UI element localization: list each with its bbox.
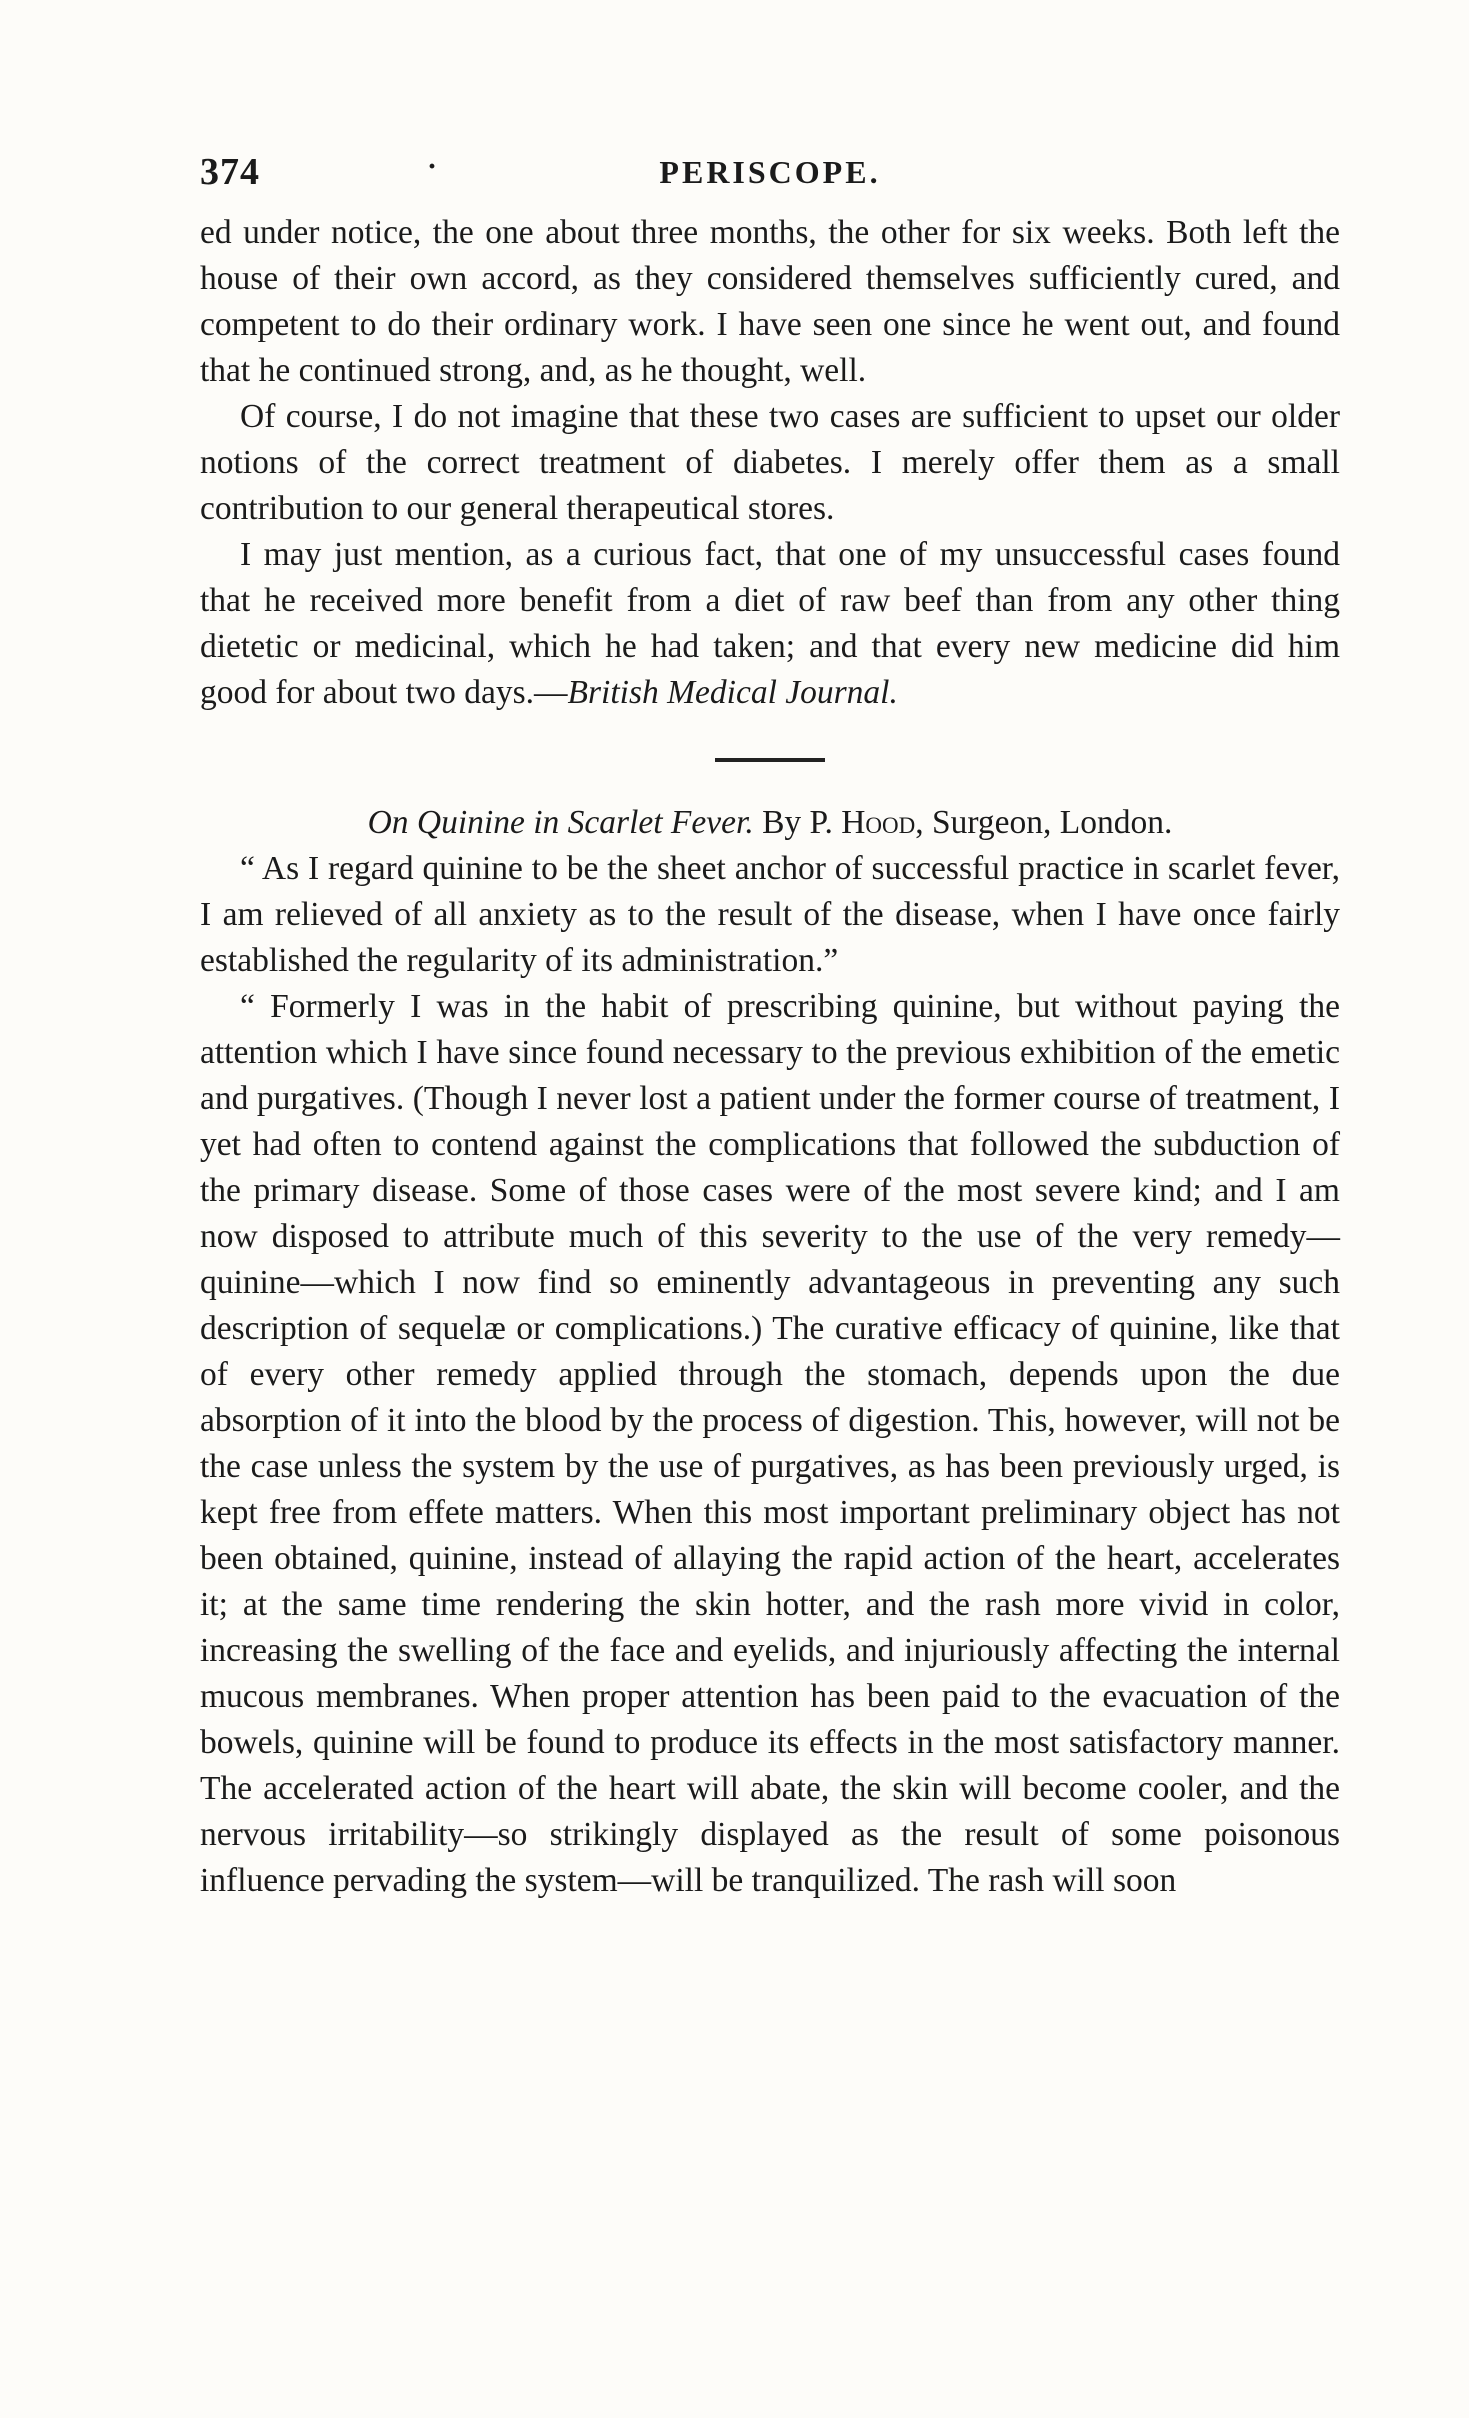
source-citation: British Medical Journal. [567, 674, 898, 711]
header-separator: · [427, 150, 439, 183]
author-surname: Hood [841, 804, 916, 841]
byline-prefix: By P. [762, 804, 833, 841]
paragraph-text: I may just mention, as a curious fact, that one of my unsuccessful cases found that he received more benefit from a diet of raw beef than from any other thing dietetic or medicinal, which he had taken; and that every new medicine did him good for about two days.— [200, 536, 1340, 711]
paragraph-with-citation [200, 532, 1340, 716]
byline-suffix: , Surgeon, London. [915, 804, 1173, 841]
article-paragraph: “ As I regard quinine to be the sheet anchor of successful practice in scarlet fever, I am relieved of all anxiety as to the result of the disease, when I have once fairly established the regularity of its administration.” [200, 850, 1340, 979]
document-page [200, 150, 1340, 1904]
page-number: 374 [200, 151, 260, 193]
article-heading [200, 800, 1340, 846]
article-title: On Quinine in Scarlet Fever. [367, 804, 754, 841]
paragraph: Of course, I do not imagine that these two cases are sufficient to upset our older notions of the correct treatment of diabetes. I merely offer them as a small contribution to our general therapeutical stores. [200, 398, 1340, 527]
paragraph-continued: ed under notice, the one about three months, the other for six weeks. Both left the house of their own accord, as they considered themselves sufficiently cured, and competent to do their ordinary work. I have seen one since he went out, and found that he continued strong, and, as he thought, well. [200, 214, 1340, 389]
section-divider [715, 758, 825, 762]
running-head [200, 150, 1340, 210]
article-paragraph: “ Formerly I was in the habit of prescribing quinine, but without paying the attention which I have since found necessary to the previous exhibition of the emetic and purgatives. (Though I never lost a patient under the former course of treatment, I yet had often to contend against the complications that followed the subduction of the primary disease. Some of those cases were of the most severe kind; and I am now disposed to attribute much of this severity to the use of the very remedy—quinine—which I now find so eminently advantageous in preventing any such description of sequelæ or complications.) The curative efficacy of quinine, like that of every other remedy applied through the stomach, depends upon the due absorption of it into the blood by the process of digestion. This, however, will not be the case unless the system by the use of purgatives, as has been previously urged, is kept free from effete matters. When this most important preliminary object has not been obtained, quinine, instead of allaying the rapid action of the heart, accelerates it; at the same time rendering the skin hotter, and the rash more vivid in color, increasing the swelling of the face and eyelids, and injuriously affecting the internal mucous membranes. When proper attention has been paid to the evacuation of the bowels, quinine will be found to produce its effects in the most satisfactory manner. The accelerated action of the heart will abate, the skin will become cooler, and the nervous irritability—so strikingly displayed as the result of some poisonous influence pervading the system—will be tranquilized. The rash will soon [200, 988, 1340, 1899]
running-title: PERISCOPE. [659, 154, 881, 190]
